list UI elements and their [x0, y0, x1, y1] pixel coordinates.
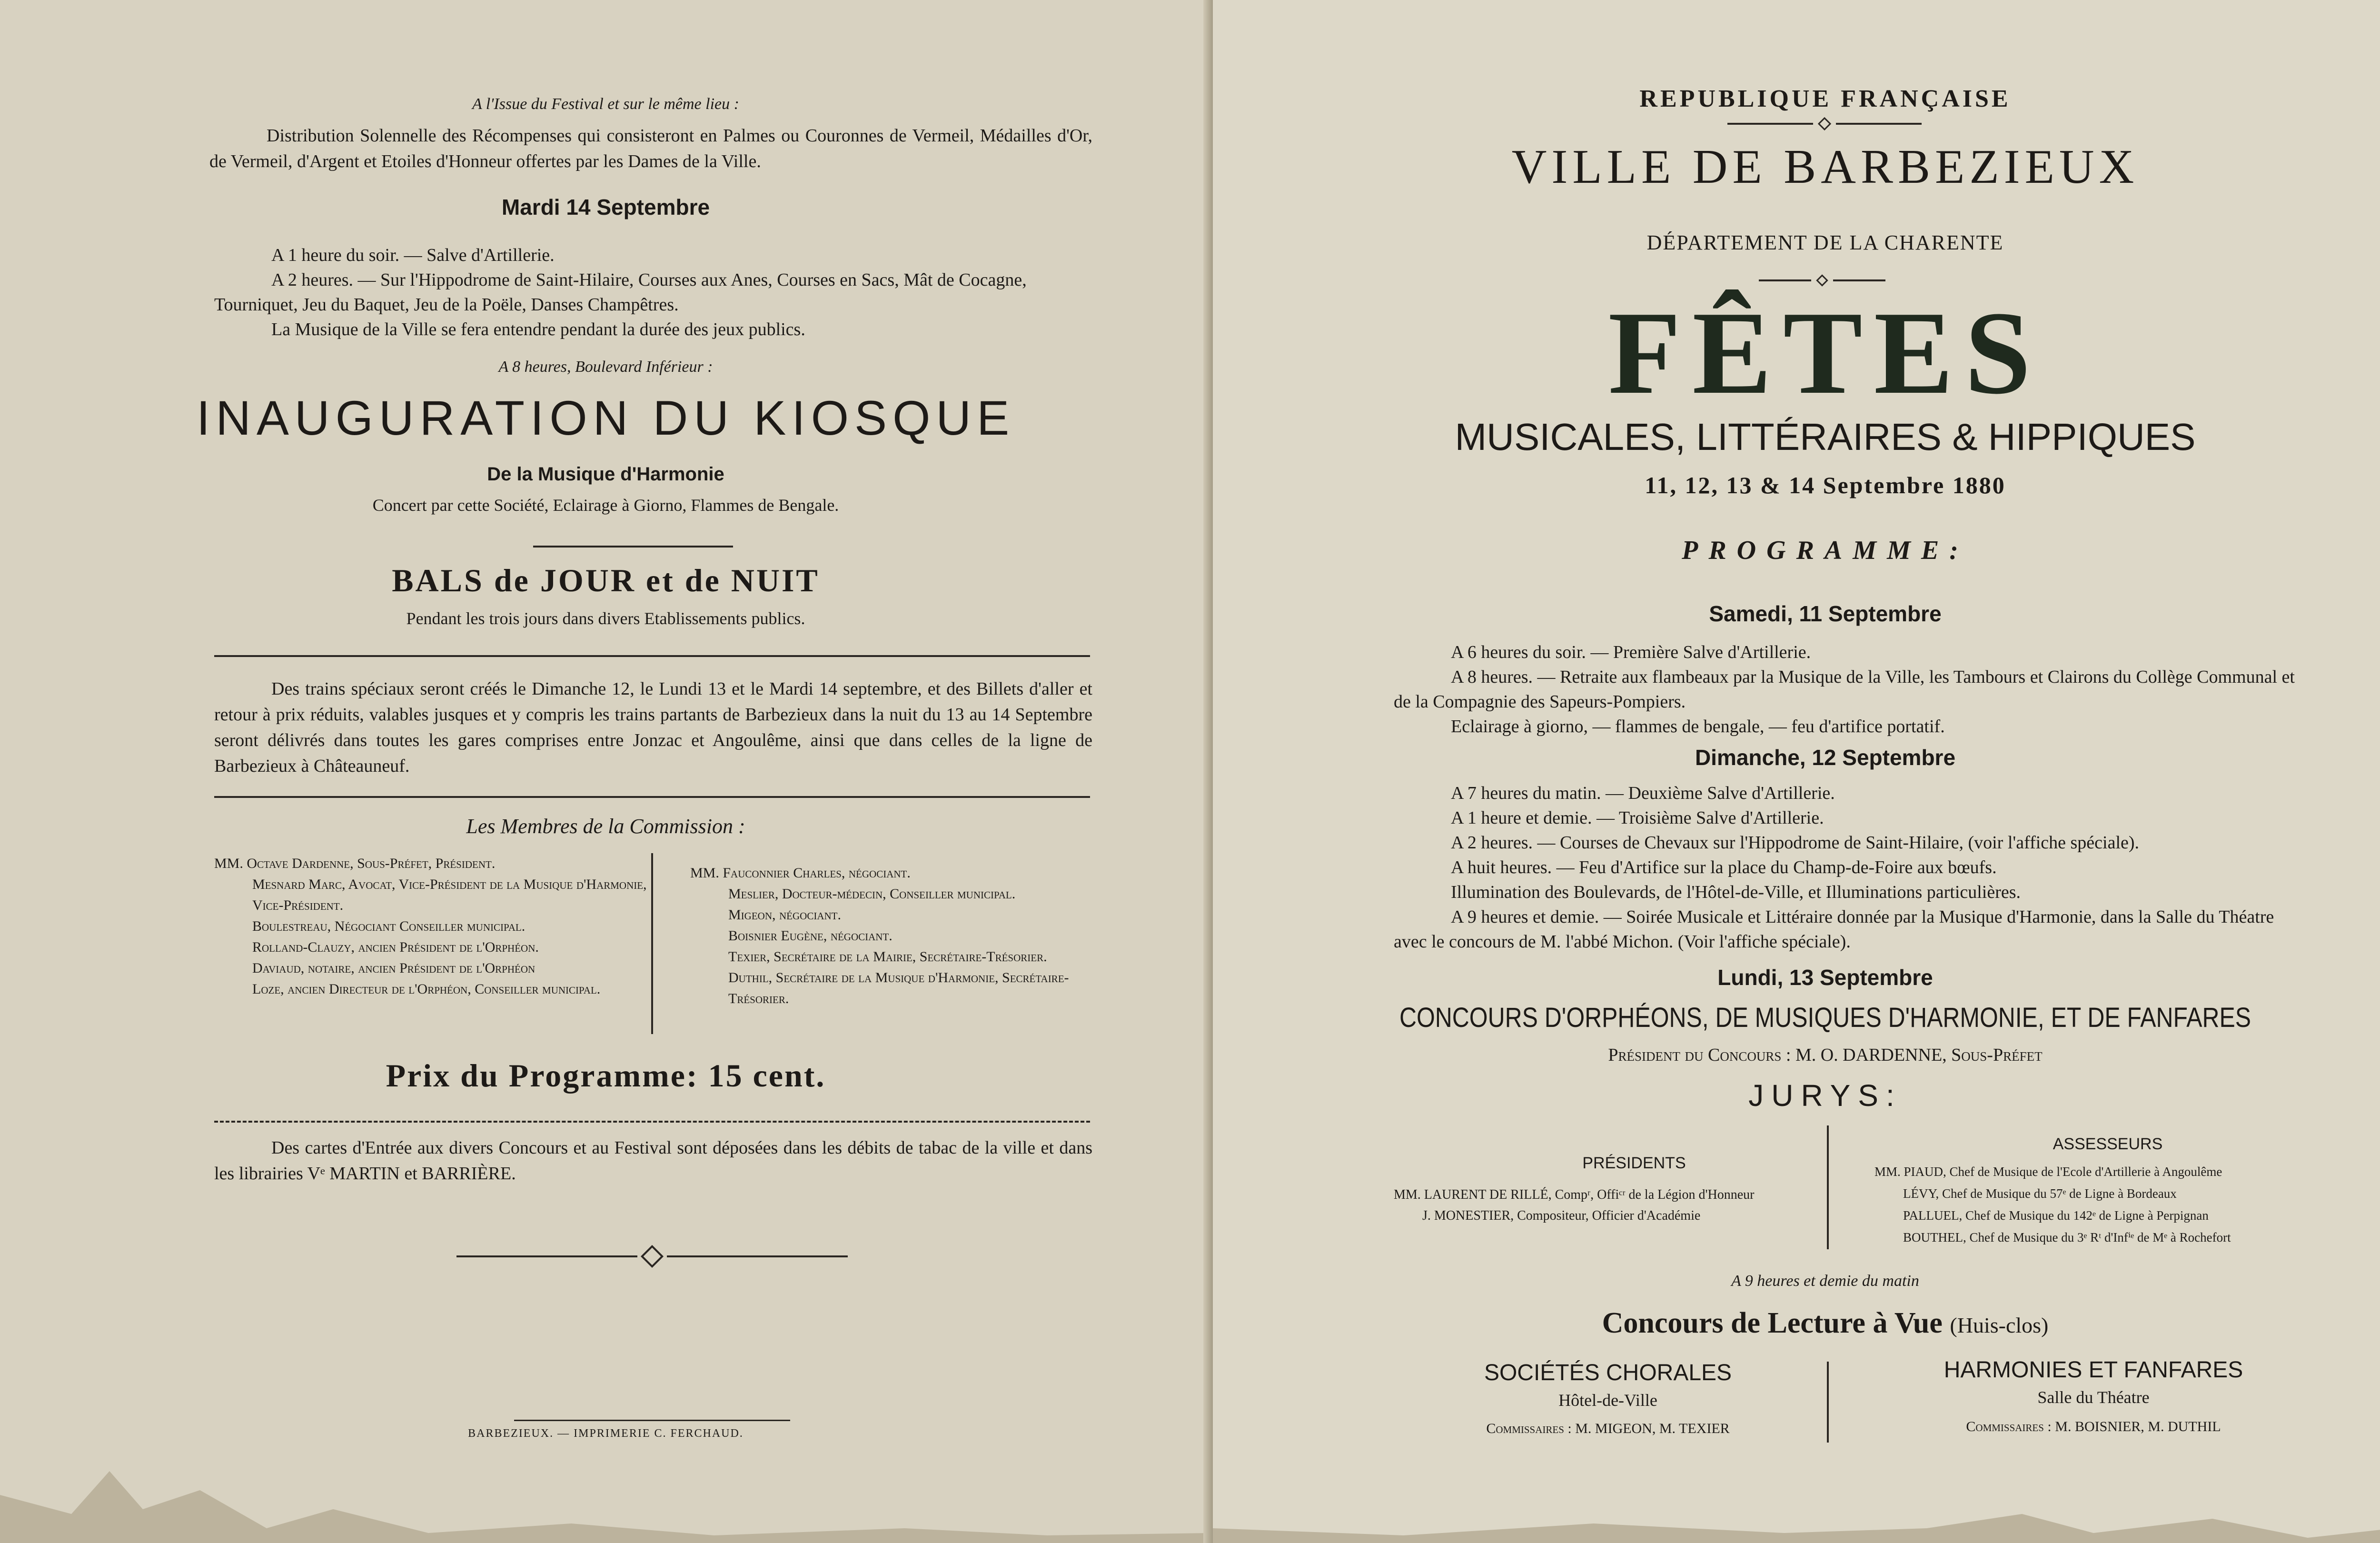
department-line: DÉPARTEMENT DE LA CHARENTE: [1646, 231, 2004, 254]
trains-text: Des trains spéciaux seront créés le Dimanche 12, le Lundi 13 et le Mardi 14 septembre, et des Billets d'aller et retour à prix réduits, valables jusques et y compris les trains partants de Barbezieux dans la nuit du 13 au 14 Septembre seront délivrés dans toutes les gares comprises entre Jonzac et Angoulême, ainsi que dans celles de la ligne de Barbezieux à Châteauneuf.: [214, 679, 1092, 776]
reading-closed: (Huis-clos): [1950, 1313, 2049, 1337]
fetes-title: FÊTES: [1608, 287, 2043, 419]
event-item: A 2 heures. — Sur l'Hippodrome de Saint-Hilaire, Courses aux Anes, Courses en Sacs, Mât de Cocagne, Tourniquet, Jeu du Baquet, Jeu de la Poële, Danses Champêtres.: [214, 270, 1027, 315]
commission-member: Texier, Secrétaire de la Mairie, Secrétaire-Trésorier.: [728, 949, 1047, 965]
kiosk-intro: A 8 heures, Boulevard Inférieur :: [498, 358, 713, 376]
issue-intro: A l'Issue du Festival et sur le même lieu :: [472, 95, 739, 113]
commission-member: MM. Fauconnier Charles, négociant.: [690, 865, 911, 881]
commission-left-column: [214, 853, 647, 1000]
choral-place: Hôtel-de-Ville: [1558, 1391, 1657, 1410]
fetes-subtitle: MUSICALES, LITTÉRAIRES & HIPPIQUES: [1455, 416, 2196, 458]
assessors-list: [1874, 1161, 2350, 1248]
commission-heading: Les Membres de la Commission :: [466, 815, 745, 838]
reading-title-line: [1213, 1306, 2380, 1340]
saturday-events: [1394, 640, 2303, 739]
commission-member: Loze, ancien Directeur de l'Orphéon, Conseiller municipal.: [252, 981, 601, 997]
torn-edge-shape: [0, 1438, 1211, 1543]
commission-member: MM. Octave Dardenne, Sous-Préfet, Président.: [214, 856, 496, 871]
sunday-heading: Dimanche, 12 Septembre: [1695, 745, 1956, 770]
bals-detail: Pendant les trois jours dans divers Etablissements publics.: [406, 609, 805, 628]
jury-member: MM. LAURENT DE RILLÉ, Compʳ, Offiᶜʳ de la Légion d'Honneur: [1394, 1187, 1755, 1202]
tuesday-heading: Mardi 14 Septembre: [501, 195, 710, 219]
presidents-list: [1394, 1185, 1874, 1226]
town-title: VILLE DE BARBEZIEUX: [1511, 140, 2139, 194]
republic-line: REPUBLIQUE FRANÇAISE: [1639, 85, 2011, 112]
kiosk-detail: Concert par cette Société, Eclairage à Giorno, Flammes de Bengale.: [372, 496, 839, 515]
divider: [514, 1420, 790, 1421]
jurys-heading: JURYS:: [1748, 1078, 1902, 1113]
sunday-events: [1394, 781, 2303, 954]
event-item: Eclairage à giorno, — flammes de bengale, — feu d'artifice portatif.: [1451, 717, 1945, 737]
choral-title: SOCIÉTÉS CHORALES: [1484, 1360, 1732, 1385]
event-item: Illumination des Boulevards, de l'Hôtel-de-Ville, et Illuminations particulières.: [1451, 882, 2021, 902]
event-item: La Musique de la Ville se fera entendre pendant la durée des jeux publics.: [271, 319, 805, 339]
choral-commissioners: Commissaires : M. MIGEON, M. TEXIER: [1486, 1421, 1730, 1436]
commission-member: Daviaud, notaire, ancien Président de l'Orphéon: [252, 960, 536, 976]
programme-heading: PROGRAMME:: [1682, 536, 1969, 565]
event-item: A huit heures. — Feu d'Artifice sur la place du Champ-de-Foire aux bœufs.: [1451, 857, 1997, 877]
commission-member: Boisnier Eugène, négociant.: [728, 928, 892, 944]
event-item: A 6 heures du soir. — Première Salve d'Artillerie.: [1451, 642, 1811, 662]
tickets-text: Des cartes d'Entrée aux divers Concours et au Festival sont déposées dans les débits de tabac de la ville et dans les librairies Vᵉ MARTIN et BARRIÈRE.: [214, 1138, 1092, 1184]
program-price: Prix du Programme: 15 cent.: [386, 1057, 826, 1094]
jury-member: PALLUEL, Chef de Musique du 142ᵉ de Ligne à Perpignan: [1903, 1208, 2209, 1223]
commission-column-divider: [651, 853, 653, 1034]
harmonies-place: Salle du Théatre: [2037, 1388, 2150, 1407]
printer-line: BARBEZIEUX. — IMPRIMERIE C. FERCHAUD.: [468, 1427, 744, 1440]
event-item: A 9 heures et demie. — Soirée Musicale et Littéraire donnée par la Musique d'Harmonie, dans la Salle du Théatre avec le concours de M. l'abbé Michon. (Voir l'affiche spéciale).: [1394, 907, 2274, 952]
divider: [214, 655, 1090, 657]
jury-member: J. MONESTIER, Compositeur, Officier d'Académie: [1422, 1208, 1701, 1223]
presidents-heading: PRÉSIDENTS: [1582, 1154, 1686, 1172]
divider: [214, 1121, 1090, 1123]
kiosk-subtitle: De la Musique d'Harmonie: [487, 464, 724, 485]
divider: [214, 796, 1090, 798]
event-item: A 1 heure et demie. — Troisième Salve d'Artillerie.: [1451, 808, 1824, 828]
jury-member: MM. PIAUD, Chef de Musique de l'Ecole d'Artillerie à Angoulême: [1874, 1165, 2222, 1179]
ornament-divider: [1713, 119, 1936, 129]
divider: [533, 546, 733, 548]
jury-member: BOUTHEL, Chef de Musique du 3ᵉ Rᵗ d'Infⁱᵉ de Mᵉ à Rochefort: [1903, 1230, 2231, 1244]
reading-time: A 9 heures et demie du matin: [1731, 1272, 1919, 1290]
commission-right-column: [690, 863, 1095, 1009]
right-page: [1213, 0, 2380, 1543]
jury-column-divider: [1827, 1125, 1829, 1249]
kiosk-title: INAUGURATION DU KIOSQUE: [196, 391, 1015, 445]
jury-member: LÉVY, Chef de Musique du 57ᵉ de Ligne à Bordeaux: [1903, 1186, 2177, 1201]
commission-member: Migeon, négociant.: [728, 907, 841, 923]
concours-president: Président du Concours : M. O. DARDENNE, Sous-Préfet: [1608, 1045, 2043, 1065]
commission-member: Meslier, Docteur-médecin, Conseiller municipal.: [728, 886, 1016, 902]
event-item: A 8 heures. — Retraite aux flambeaux par la Musique de la Ville, les Tambours et Clairons du Collège Communal et de la Compagnie des Sapeurs-Pompiers.: [1394, 667, 2295, 712]
commission-member: Boulestreau, Négociant Conseiller municipal.: [252, 918, 526, 934]
issue-text: Distribution Solennelle des Récompenses qui consisteront en Palmes ou Couronnes de Vermeil, Médailles d'Or, de Vermeil, d'Argent et Etoiles d'Honneur offertes par les Dames de la Ville.: [209, 126, 1092, 171]
tuesday-events: [214, 243, 1092, 342]
commission-member: Mesnard Marc, Avocat, Vice-Président de la Musique d'Harmonie, Vice-Président.: [252, 876, 647, 913]
reading-column-divider: [1827, 1362, 1829, 1443]
concours-title: CONCOURS D'ORPHÉONS, DE MUSIQUES D'HARMONIE, ET DE FANFARES: [1399, 1002, 2251, 1033]
harmonies-commissioners: Commissaires : M. BOISNIER, M. DUTHIL: [1966, 1419, 2221, 1434]
reading-title: Concours de Lecture à Vue: [1602, 1307, 1943, 1339]
commission-member: Duthil, Secrétaire de la Musique d'Harmonie, Secrétaire-Trésorier.: [728, 970, 1069, 1006]
bals-title: BALS de JOUR et de NUIT: [392, 562, 820, 598]
festival-dates: 11, 12, 13 & 14 Septembre 1880: [1645, 472, 2006, 498]
ornament-divider: [428, 1248, 876, 1264]
saturday-heading: Samedi, 11 Septembre: [1709, 601, 1942, 626]
harmonies-title: HARMONIES ET FANFARES: [1944, 1357, 2243, 1383]
event-item: A 2 heures. — Courses de Chevaux sur l'Hippodrome de Saint-Hilaire, (voir l'affiche spéciale).: [1451, 833, 2140, 853]
event-item: A 1 heure du soir. — Salve d'Artillerie.: [271, 245, 555, 265]
assessors-heading: ASSESSEURS: [2053, 1135, 2163, 1153]
event-item: A 7 heures du matin. — Deuxième Salve d'Artillerie.: [1451, 783, 1835, 803]
monday-heading: Lundi, 13 Septembre: [1717, 965, 1933, 990]
ornament-divider: [1751, 276, 1894, 285]
torn-edge-shape: [1213, 1462, 2380, 1543]
commission-member: Rolland-Clauzy, ancien Président de l'Orphéon.: [252, 939, 539, 955]
